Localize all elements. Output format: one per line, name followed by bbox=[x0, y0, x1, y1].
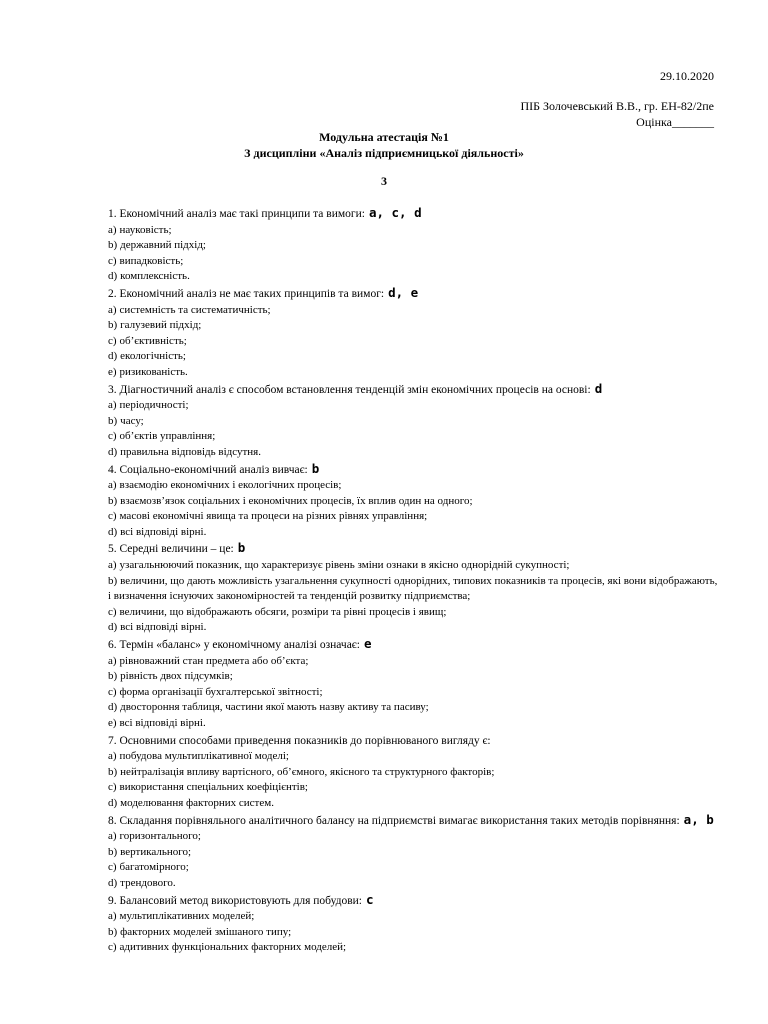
option-letter: b) bbox=[108, 494, 118, 507]
answer-option bbox=[108, 525, 718, 541]
answer-option bbox=[108, 716, 718, 732]
option-text: взаємодію економічних і екологічних процесів; bbox=[119, 479, 342, 492]
option-text: горизонтального; bbox=[119, 830, 201, 843]
answer-option bbox=[108, 238, 718, 254]
question-3 bbox=[108, 381, 718, 399]
question-answer: b bbox=[311, 460, 320, 476]
question-9 bbox=[108, 892, 718, 910]
option-letter: c) bbox=[108, 685, 117, 698]
answer-option bbox=[108, 509, 718, 525]
option-letter: a) bbox=[108, 750, 117, 763]
option-letter: a) bbox=[108, 303, 117, 316]
option-letter: a) bbox=[108, 830, 117, 843]
question-answer: d, e bbox=[388, 284, 419, 300]
option-text: системність та систематичність; bbox=[119, 303, 271, 316]
option-text: науковість; bbox=[119, 223, 172, 236]
option-text: правильна відповідь відсутня. bbox=[120, 445, 261, 458]
option-text: побудова мультиплікативної моделі; bbox=[119, 750, 289, 763]
option-text: трендового. bbox=[120, 876, 176, 889]
question-text: 2. Економічний аналіз не має таких принципів та вимог: bbox=[108, 287, 385, 300]
option-letter: d) bbox=[108, 701, 118, 714]
option-text: двостороння таблиця, частини якої мають назву активу та пасиву; bbox=[120, 701, 429, 714]
option-text: форма організації бухгалтерської звітності; bbox=[119, 685, 323, 698]
option-letter: c) bbox=[108, 861, 117, 874]
option-text: ризикованість. bbox=[119, 365, 188, 378]
option-letter: b) bbox=[108, 414, 118, 427]
option-letter: b) bbox=[108, 239, 118, 252]
option-letter: b) bbox=[108, 319, 118, 332]
option-letter: c) bbox=[108, 510, 117, 523]
option-letter: d) bbox=[108, 796, 118, 809]
answer-option bbox=[108, 478, 718, 494]
option-text: масові економічні явища та процеси на різних рівнях управління; bbox=[119, 510, 428, 523]
option-letter: b) bbox=[108, 765, 118, 778]
date: 29.10.2020 bbox=[660, 69, 714, 83]
option-letter: a) bbox=[108, 479, 117, 492]
option-text: рівноважний стан предмета або об’єкта; bbox=[119, 654, 309, 667]
answer-option bbox=[108, 445, 718, 461]
option-text: використання спеціальних коефіцієнтів; bbox=[119, 781, 308, 794]
option-text: комплексність. bbox=[120, 270, 190, 283]
option-letter: c) bbox=[108, 605, 117, 618]
option-text: моделювання факторних систем. bbox=[120, 796, 274, 809]
question-6 bbox=[108, 636, 718, 654]
answer-option bbox=[108, 349, 718, 365]
option-letter: b) bbox=[108, 574, 118, 587]
option-text: всі відповіді вірні. bbox=[119, 717, 206, 729]
answer-option bbox=[108, 574, 718, 605]
option-text: всі відповіді вірні. bbox=[120, 525, 207, 538]
question-answer: d bbox=[594, 380, 603, 396]
answer-option bbox=[108, 365, 718, 381]
option-letter: d) bbox=[108, 525, 118, 538]
option-text: факторних моделей змішаного типу; bbox=[120, 925, 292, 938]
answer-option bbox=[108, 669, 718, 685]
doc-title: Модульна атестація №1 bbox=[319, 130, 449, 144]
answer-option bbox=[108, 876, 718, 892]
answer-option bbox=[108, 765, 718, 781]
option-text: мультиплікативних моделей; bbox=[119, 910, 255, 923]
answer-option bbox=[108, 796, 718, 812]
option-text: рівність двох підсумків; bbox=[120, 670, 233, 683]
option-letter: c) bbox=[108, 254, 117, 267]
option-letter: a) bbox=[108, 223, 117, 236]
question-2 bbox=[108, 285, 718, 303]
option-text: узагальнюючий показник, що характеризує рівень зміни ознаки в якісно однорідній сукупності; bbox=[119, 559, 570, 572]
option-letter: c) bbox=[108, 334, 117, 347]
answer-option bbox=[108, 414, 718, 430]
option-letter: a) bbox=[108, 654, 117, 667]
option-text: періодичності; bbox=[119, 399, 189, 412]
option-letter: b) bbox=[108, 925, 118, 938]
answer-option bbox=[108, 605, 718, 621]
option-letter: b) bbox=[108, 670, 118, 683]
option-text: екологічність; bbox=[120, 350, 186, 363]
option-letter: d) bbox=[108, 621, 118, 634]
option-letter: c) bbox=[108, 781, 117, 794]
answer-option bbox=[108, 398, 718, 414]
question-answer: a, c, d bbox=[368, 205, 422, 220]
doc-subtitle: З дисципліни «Аналіз підприємницької діяльності» bbox=[244, 146, 524, 160]
answer-option bbox=[108, 780, 718, 796]
answer-option bbox=[108, 494, 718, 510]
question-answer: a, b bbox=[683, 811, 714, 827]
option-letter: e) bbox=[108, 365, 117, 378]
option-text: взаємозв’язок соціальних і економічних процесів, їх вплив один на одного; bbox=[120, 494, 473, 507]
answer-option bbox=[108, 860, 718, 876]
answer-option bbox=[108, 620, 718, 636]
option-text: галузевий підхід; bbox=[120, 319, 202, 332]
option-letter: b) bbox=[108, 845, 118, 858]
question-5 bbox=[108, 540, 718, 558]
option-text: багатомірного; bbox=[119, 861, 189, 874]
answer-option bbox=[108, 700, 718, 716]
grade-line: Оцінка_______ bbox=[636, 115, 714, 129]
option-text: вертикального; bbox=[120, 845, 192, 858]
option-letter: d) bbox=[108, 445, 118, 458]
answer-option bbox=[108, 334, 718, 350]
option-text: нейтралізація впливу вартісного, об’ємного, якісного та структурного факторів; bbox=[120, 765, 495, 778]
answer-option bbox=[108, 685, 718, 701]
variant-number: 3 bbox=[381, 174, 387, 188]
question-4 bbox=[108, 461, 718, 479]
answer-option bbox=[108, 829, 718, 845]
option-text: всі відповіді вірні. bbox=[120, 621, 207, 634]
answer-option bbox=[108, 303, 718, 319]
question-answer: e bbox=[363, 636, 372, 652]
answer-option bbox=[108, 925, 718, 941]
option-text: величини, що дають можливість узагальнення сукупності однорідних, типових показників та процесів, які вони відображають, і визначення існуючих закономірностей та тенденцій розвитку підприємства; bbox=[108, 574, 718, 603]
option-letter: e) bbox=[108, 717, 117, 729]
question-text: 4. Соціально-економічний аналіз вивчає: bbox=[108, 463, 308, 476]
option-text: об’єктів управління; bbox=[119, 430, 216, 443]
option-letter: d) bbox=[108, 876, 118, 889]
option-letter: a) bbox=[108, 399, 117, 412]
option-letter: a) bbox=[108, 910, 117, 923]
option-letter: d) bbox=[108, 270, 118, 283]
answer-option bbox=[108, 429, 718, 445]
question-1 bbox=[108, 205, 718, 223]
question-answer: c bbox=[366, 891, 374, 907]
option-letter: d) bbox=[108, 350, 118, 363]
option-letter: a) bbox=[108, 559, 117, 572]
question-text: 5. Середні величини – це: bbox=[108, 543, 234, 556]
answer-option bbox=[108, 254, 718, 270]
question-text: 9. Балансовий метод використовують для побудови: bbox=[108, 894, 362, 907]
question-text: 7. Основними способами приведення показників до порівнюваного вигляду є: bbox=[108, 734, 491, 747]
option-text: адитивних функціональних факторних моделей; bbox=[119, 941, 347, 954]
option-text: часу; bbox=[120, 414, 144, 427]
option-text: величини, що відображають обсяги, розміри та рівні процесів і явищ; bbox=[119, 605, 447, 618]
answer-option bbox=[108, 223, 718, 239]
answer-option bbox=[108, 654, 718, 670]
author-line: ПІБ Золочевський В.В., гр. ЕН-82/2пе bbox=[520, 99, 714, 113]
answer-option bbox=[108, 940, 718, 956]
option-letter: c) bbox=[108, 941, 117, 954]
option-text: державний підхід; bbox=[120, 239, 206, 252]
option-text: випадковість; bbox=[119, 254, 184, 267]
questions-list bbox=[108, 205, 718, 956]
answer-option bbox=[108, 909, 718, 925]
option-letter: c) bbox=[108, 430, 117, 443]
question-text: 3. Діагностичний аналіз є способом встановлення тенденцій змін економічних процесів на основі: bbox=[108, 383, 591, 396]
answer-option bbox=[108, 269, 718, 285]
question-answer: b bbox=[237, 540, 246, 556]
answer-option bbox=[108, 558, 718, 574]
question-8 bbox=[108, 812, 718, 830]
answer-option bbox=[108, 749, 718, 765]
answer-option bbox=[108, 318, 718, 334]
answer-option bbox=[108, 845, 718, 861]
question-7 bbox=[108, 732, 718, 750]
option-text: об’єктивність; bbox=[119, 334, 187, 347]
question-text: 1. Економічний аналіз має такі принципи та вимоги: bbox=[108, 208, 365, 220]
question-text: 8. Складання порівняльного аналітичного балансу на підприємстві вимагає використання таких методів порівняння: bbox=[108, 814, 680, 827]
question-text: 6. Термін «баланс» у економічному аналізі означає: bbox=[108, 639, 360, 652]
